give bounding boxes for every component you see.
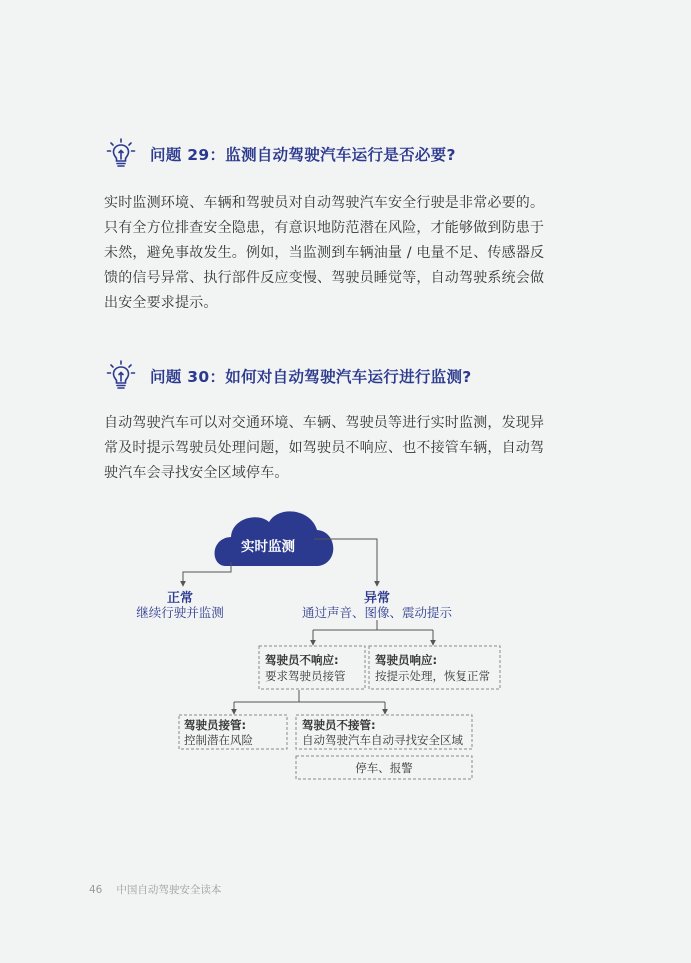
answer-line: 出安全要求提示。 (104, 295, 218, 311)
answer-line: 自动驾驶汽车可以对交通环境、车辆、驾驶员等进行实时监测，发现异 (104, 415, 545, 431)
response-desc: 按提示处理，恢复正常 (375, 669, 490, 683)
stop-label: 停车、报警 (355, 761, 413, 775)
page-footer (89, 882, 221, 897)
takeover-desc: 控制潜在风险 (184, 733, 253, 747)
book-title: 中国自动驾驶安全读本 (116, 884, 222, 896)
normal-title: 正常 (166, 591, 194, 606)
answer-line: 只有全方位排查安全隐患，有意识地防范潜在风险，才能够做到防患于 (104, 220, 545, 236)
page-number: 46 (89, 884, 103, 896)
answer-line: 未然，避免事故发生。例如，当监测到车辆油量 / 电量不足、传感器反 (104, 245, 545, 261)
response-title: 驾驶员响应: (375, 653, 438, 667)
abnormal-desc: 通过声音、图像、震动提示 (301, 605, 453, 620)
answer-line: 常及时提示驾驶员处理问题，如驾驶员不响应、也不接管车辆，自动驾 (104, 440, 545, 456)
takeover-title: 驾驶员接管: (184, 718, 247, 732)
normal-desc: 继续行驶并监测 (136, 605, 224, 620)
question-29-title: 问题 29：监测自动驾驶汽车运行是否必要? (150, 146, 456, 164)
no-takeover-title: 驾驶员不接管: (302, 718, 376, 732)
answer-line: 驶汽车会寻找安全区域停车。 (104, 465, 289, 481)
answer-line: 实时监测环境、车辆和驾驶员对自动驾驶汽车安全行驶是非常必要的。 (104, 195, 545, 211)
no-response-title: 驾驶员不响应: (265, 653, 339, 667)
answer-line: 馈的信号异常、执行部件反应变慢、驾驶员睡觉等，自动驾驶系统会做 (104, 270, 545, 286)
cloud-label: 实时监测 (241, 539, 295, 555)
no-takeover-desc: 自动驾驶汽车自动寻找安全区域 (302, 733, 463, 747)
abnormal-title: 异常 (363, 591, 391, 606)
no-response-desc: 要求驾驶员接管 (265, 669, 346, 683)
question-30-title: 问题 30：如何对自动驾驶汽车运行进行监测? (150, 368, 472, 386)
